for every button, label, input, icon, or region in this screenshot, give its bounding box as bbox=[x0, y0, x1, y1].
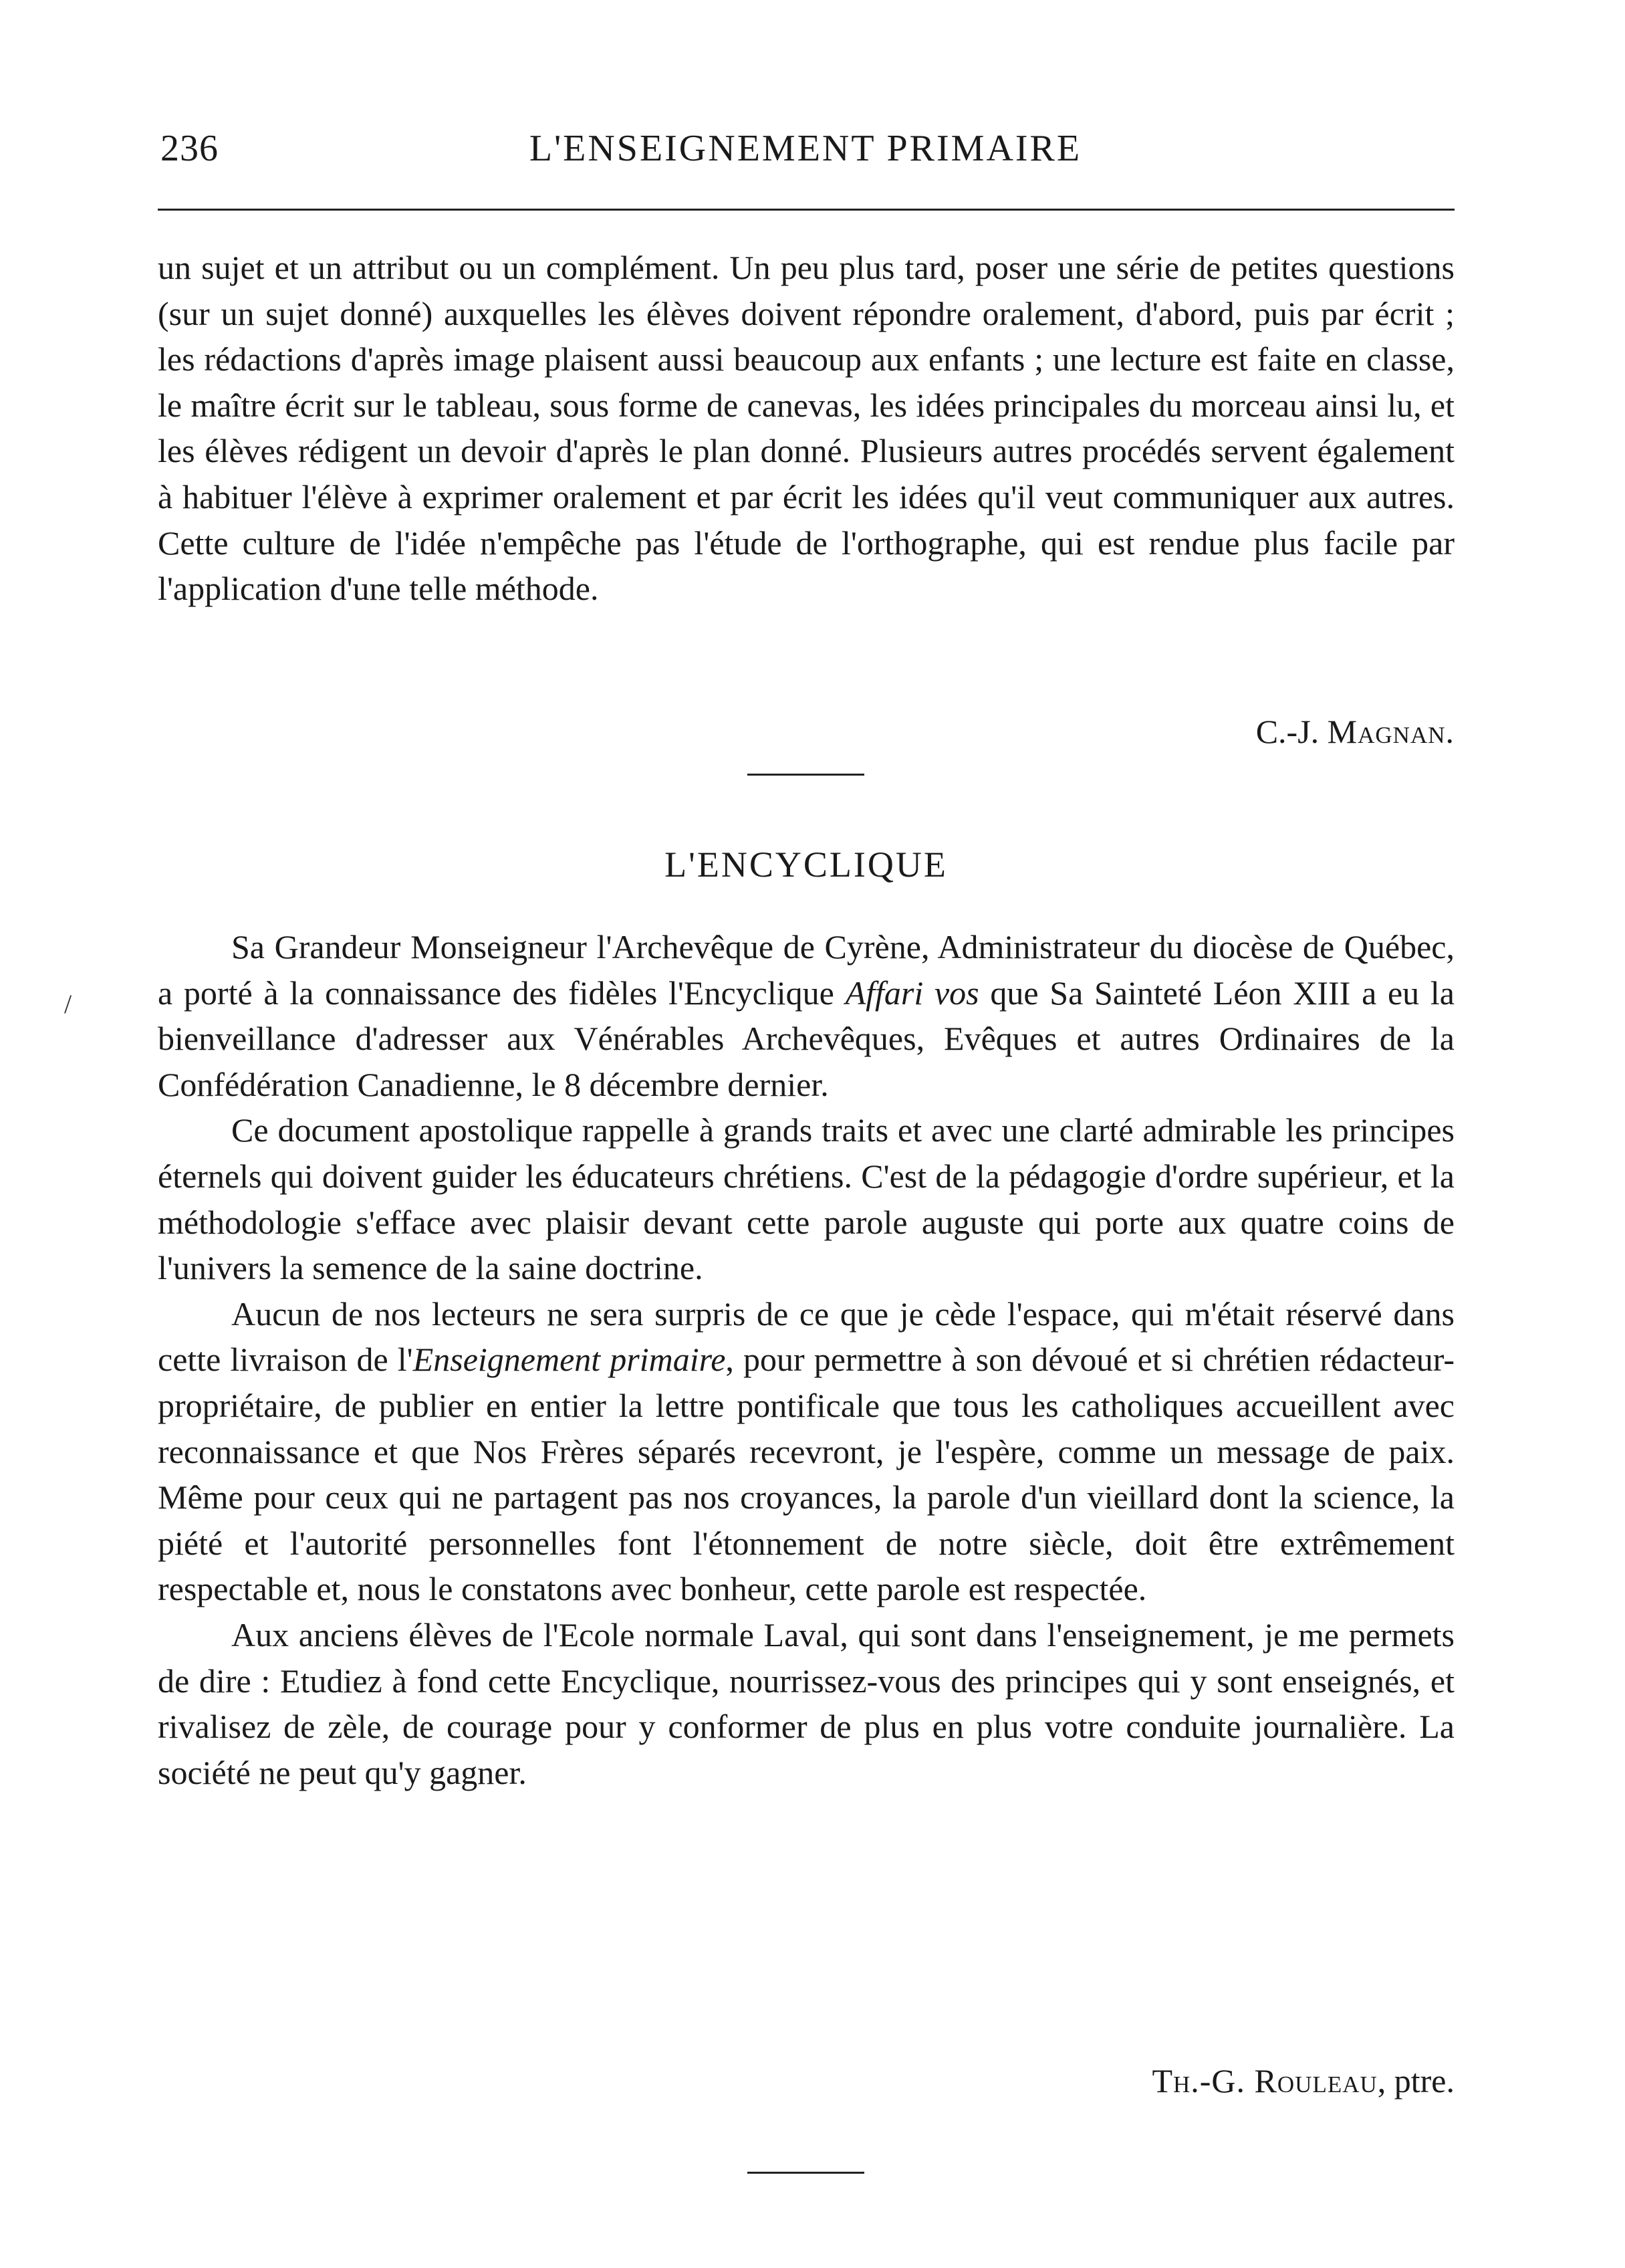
page-number: 236 bbox=[160, 128, 219, 169]
article-continuation bbox=[158, 245, 1455, 612]
italic-title: Enseignement primaire bbox=[412, 1341, 726, 1379]
signature-name: Magnan. bbox=[1327, 713, 1455, 750]
body-paragraph bbox=[158, 924, 1455, 1107]
paragraph-text: que Sa Sainteté Léon XIII a eu la bienveillance d'adresser aux Vénérables Archevêques, Evêques et autres Ordinaires de la Confédération Canadienne, le 8 décembre dernier. bbox=[158, 974, 1455, 1103]
page-header bbox=[160, 127, 1451, 181]
section-separator bbox=[747, 2172, 864, 2174]
author-signature bbox=[1152, 2058, 1455, 2104]
paragraph-text: Aucun de nos lecteurs ne sera surpris de ce que je cède l'espace, qui m'était réservé dans cette livraison de l' bbox=[158, 1294, 1455, 1379]
header-rule bbox=[158, 209, 1455, 211]
body-paragraph: Aux anciens élèves de l'Ecole normale Laval, qui sont dans l'enseignement, je me permets de dire : Etudiez à fond cette Encyclique, nourrissez-vous des principes qui y sont enseignés, et rivalisez de zèle, de courage pour y conformer de plus en plus votre conduite journalière. La société ne peut qu'y gagner. bbox=[158, 1615, 1455, 1791]
italic-title: Affari vos bbox=[845, 974, 979, 1012]
margin-mark: / bbox=[64, 989, 72, 1019]
signature-name: Th.-G. Rouleau bbox=[1152, 2062, 1378, 2100]
encyclique-article bbox=[158, 924, 1455, 1795]
body-paragraph: Ce document apostolique rappelle à grands traits et avec une clarté admirable les principes éternels qui doivent guider les éducateurs chrétiens. C'est de la pédagogie d'ordre supérieur, et la méthodologie s'efface avec plaisir devant cette parole auguste qui porte aux quatre coins de l'univers la semence de la saine doctrine. bbox=[158, 1111, 1455, 1287]
body-paragraph bbox=[158, 1291, 1455, 1612]
body-paragraph: un sujet et un attribut ou un complément. Un peu plus tard, poser une série de petites questions (sur un sujet donné) auxquelles les élèves doivent répondre oralement, d'abord, puis par écrit ; les rédactions d'après image plaisent aussi beaucoup aux enfants ; une lecture est faite en classe, le maître écrit sur le tableau, sous forme de canevas, les idées principales du morceau ainsi lu, et les élèves rédigent un devoir d'après le plan donné. Plusieurs autres procédés servent également à habituer l'élève à exprimer oralement et par écrit les idées qu'il veut communiquer aux autres. Cette culture de l'idée n'empêche pas l'étude de l'orthographe, qui est rendue plus facile par l'application d'une telle méthode. bbox=[158, 249, 1455, 608]
signature-suffix: , ptre. bbox=[1377, 2062, 1455, 2100]
author-signature bbox=[1256, 709, 1455, 754]
section-separator bbox=[747, 774, 864, 776]
signature-initials: C.-J. bbox=[1255, 713, 1320, 750]
running-title: L'ENSEIGNEMENT PRIMAIRE bbox=[529, 128, 1082, 169]
section-title: L'ENCYCLIQUE bbox=[664, 844, 948, 885]
paragraph-text: , pour permettre à son dévoué et si chrétien rédacteur-propriétaire, de publier en entier la lettre pontificale que tous les catholiques accueillent avec reconnaissance et que Nos Frères séparés recevront, je l'espère, comme un message de paix. Même pour ceux qui ne partagent pas nos croyances, la parole d'un vieillard dont la science, la piété et l'autorité personnelles font l'étonnement de notre siècle, doit être extrêmement respectable et, nous le constatons avec bonheur, cette parole est respectée. bbox=[158, 1341, 1455, 1608]
paragraph-text: Sa Grandeur Monseigneur l'Archevêque de Cyrène, Administrateur du diocèse de Québec, a porté à la connaissance des fidèles l'Encyclique bbox=[158, 928, 1455, 1012]
